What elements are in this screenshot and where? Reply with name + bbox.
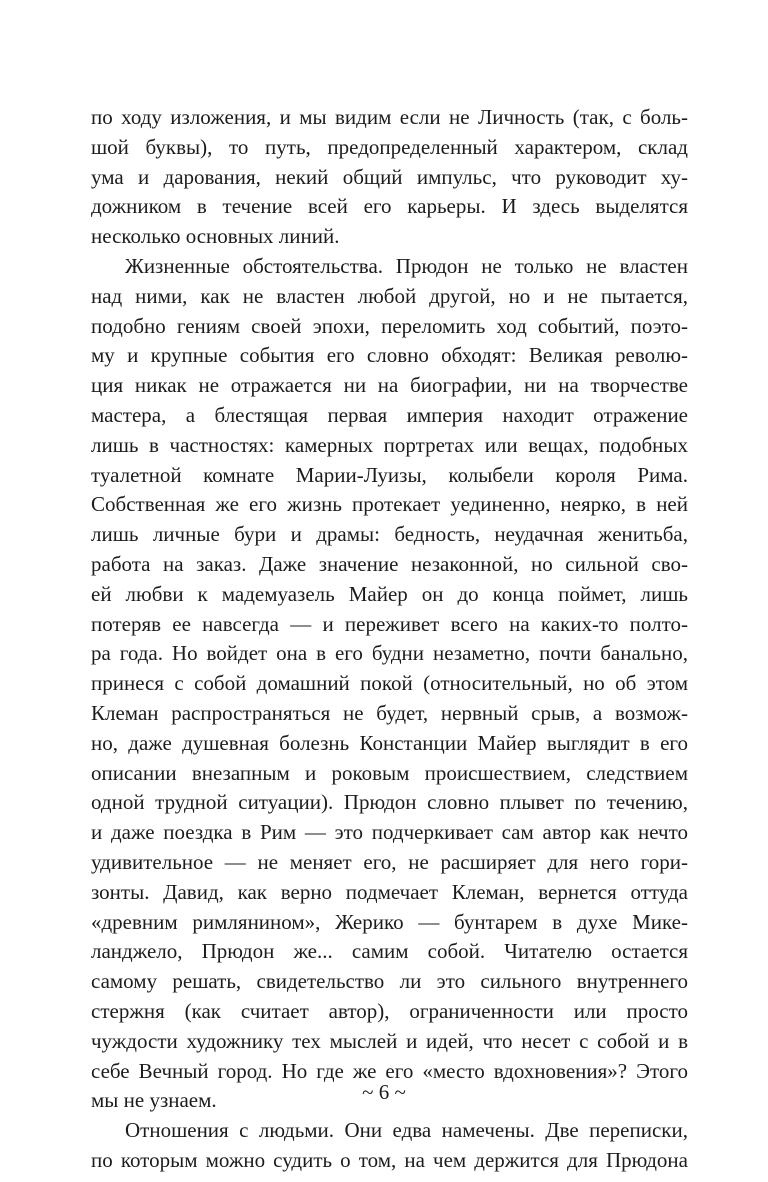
text-line: Жизненные обстоятельства. Прюдон не только не властен: [125, 253, 688, 278]
text-line: лишь в частностях: камерных портретах или вещах, подобных: [91, 432, 688, 457]
text-line: дожником в течение всей его карьеры. И здесь выделятся: [91, 194, 688, 219]
text-line: шой буквы), то путь, предопределенный характером, склад: [91, 134, 688, 159]
text-line: Собственная же его жизнь протекает уединенно, неярко, в ней: [91, 492, 688, 517]
text-line: лишь личные бури и драмы: бедность, неудачная женитьба,: [91, 522, 688, 547]
text-line: по которым можно судить о том, на чем держится для Прюдона: [91, 1147, 688, 1172]
text-line: работа на заказ. Даже значение незаконной, но сильной сво-: [91, 551, 688, 576]
text-line: описании внезапным и роковым происшествием, следствием: [91, 760, 688, 785]
text-line: туалетной комнате Марии-Луизы, колыбели короля Рима.: [91, 462, 688, 487]
text-line: ция никак не отражается ни на биографии, ни на творчестве: [91, 373, 688, 398]
text-line: но, даже душевная болезнь Констанции Майер выглядит в его: [91, 730, 688, 755]
page-number: ~ 6 ~: [362, 1080, 406, 1104]
text-line: му и крупные события его словно обходят: Великая револю-: [91, 343, 688, 368]
text-line: стержня (как считает автор), ограниченности или просто: [91, 998, 688, 1023]
text-line: ума и дарования, некий общий импульс, что руководит ху-: [91, 164, 688, 189]
text-line: зонты. Давид, как верно подмечает Клеман, вернется оттуда: [91, 879, 688, 904]
text-line: Отношения с людьми. Они едва намечены. Две переписки,: [125, 1118, 688, 1143]
text-line: «древним римлянином», Жерико — бунтарем в духе Мике-: [91, 909, 688, 934]
text-line: удивительное — не меняет его, не расширяет для него гори-: [91, 849, 688, 874]
text-line: одной трудной ситуации). Прюдон словно плывет по течению,: [91, 790, 688, 815]
text-line: себе Вечный город. Но где же его «место вдохновения»? Этого: [91, 1058, 688, 1083]
text-line: мастера, а блестящая первая империя находит отражение: [91, 402, 688, 427]
text-line: ра года. Но войдет она в его будни незаметно, почти банально,: [91, 641, 688, 666]
paragraph-3: [91, 1116, 688, 1176]
text-line: мы не узнаем.: [91, 1088, 217, 1113]
text-line: подобно гениям своей эпохи, переломить ход событий, поэто-: [91, 313, 688, 338]
text-line: по ходу изложения, и мы видим если не Личность (так, с боль-: [91, 105, 688, 129]
text-line: ей любви к мадемуазель Майер он до конца поймет, лишь: [91, 581, 688, 606]
paragraph-2: [91, 252, 688, 1116]
text-line: чуждости художнику тех мыслей и идей, что несет с собой и в: [91, 1028, 688, 1053]
text-line: над ними, как не властен любой другой, но и не пытается,: [91, 283, 688, 308]
text-line: ланджело, Прюдон же... самим собой. Читателю остается: [91, 939, 688, 964]
paragraph-1: [91, 103, 688, 252]
page-text: [91, 103, 688, 1176]
text-line: несколько основных линий.: [91, 224, 340, 249]
text-line: принеся с собой домашний покой (относительный, но об этом: [91, 671, 688, 696]
text-line: самому решать, свидетельство ли это сильного внутреннего: [91, 969, 688, 994]
text-line: и даже поездка в Рим — это подчеркивает сам автор как нечто: [91, 820, 688, 845]
text-line: Клеман распространяться не будет, нервный срыв, а возмож-: [91, 700, 688, 725]
text-line: потеряв ее навсегда — и переживет всего на каких-то полто-: [91, 611, 688, 636]
